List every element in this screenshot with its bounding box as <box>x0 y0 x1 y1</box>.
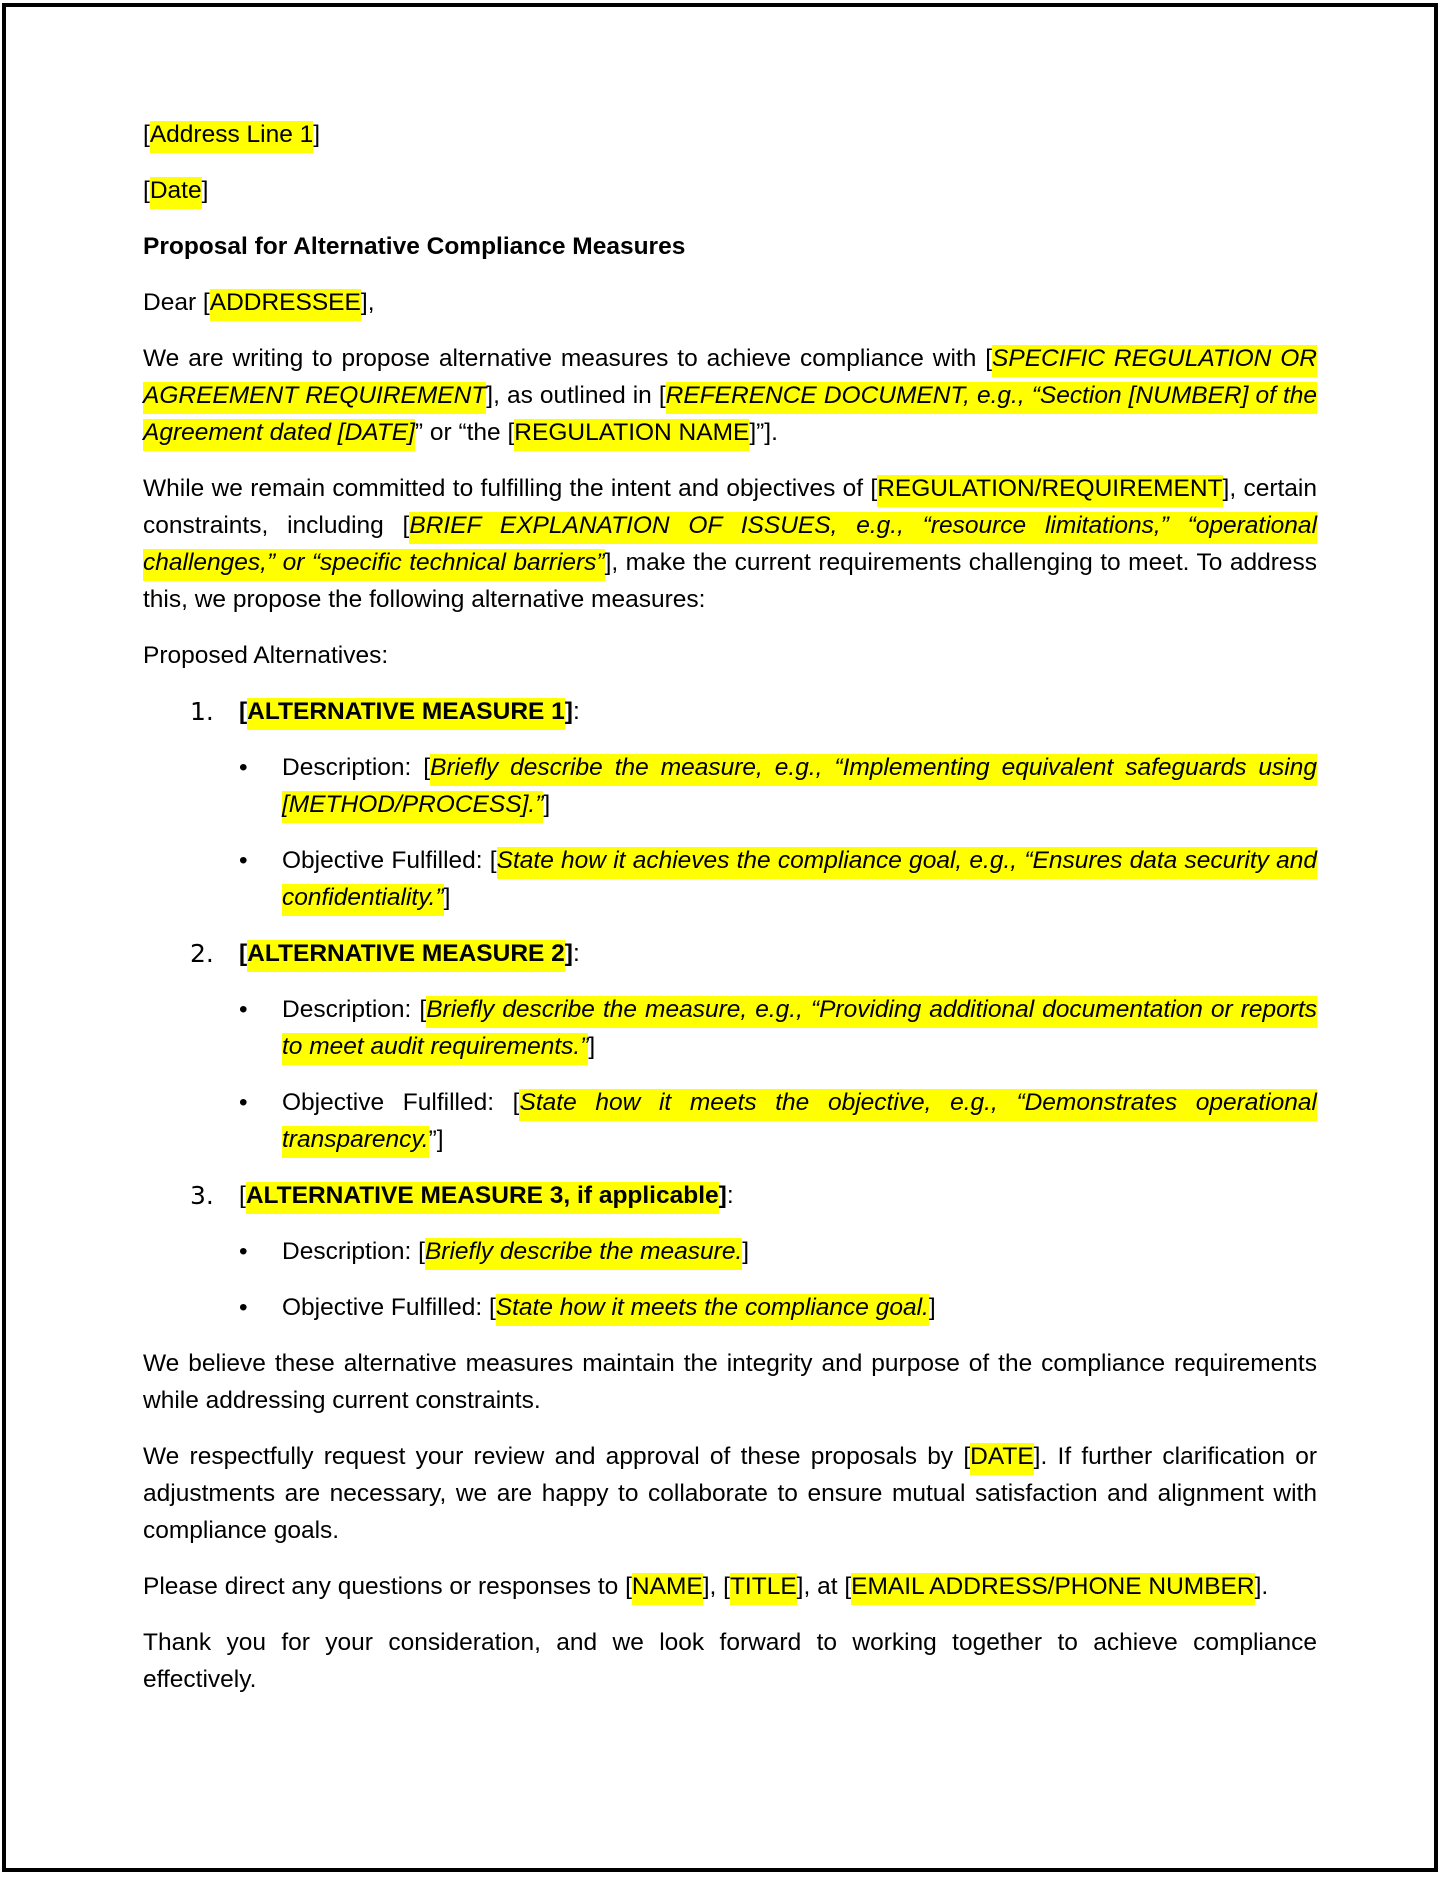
description-placeholder: Briefly describe the measure. <box>425 1238 742 1270</box>
measure-description: • Description: [Briefly describe the measure.] <box>239 1233 1317 1270</box>
reference-document-placeholder: REFERENCE DOCUMENT, e.g., “Section [NUMBER] of the Agreement dated [DATE] <box>143 382 1317 451</box>
request-paragraph: We respectfully request your review and approval of these proposals by [DATE]. If further clarification or adjustments are necessary, we are happy to collaborate to ensure mutual satisfaction and alignment with compliance goals. <box>143 1443 1317 1544</box>
letter-title: Proposal for Alternative Compliance Measures <box>143 233 686 260</box>
measure-description: • Description: [Briefly describe the measure, e.g., “Providing additional documentation or reports to meet audit requirements.”] <box>239 991 1317 1065</box>
objective-placeholder: State how it meets the objective, e.g., “Demonstrates operational transparency. <box>282 1089 1317 1158</box>
measure-details <box>239 1233 1317 1326</box>
document-page <box>2 3 1438 1872</box>
belief-paragraph: We believe these alternative measures maintain the integrity and purpose of the compliance requirements while addressing current constraints. <box>143 1350 1317 1414</box>
contact-paragraph: Please direct any questions or responses to [NAME], [TITLE], at [EMAIL ADDRESS/PHONE NUMBER]. <box>143 1568 1317 1605</box>
bullet-icon: • <box>239 754 248 781</box>
measures-list <box>143 693 1317 1326</box>
measure-details <box>239 749 1317 916</box>
measure-number: 3. <box>190 1181 214 1210</box>
description-placeholder: Briefly describe the measure, e.g., “Implementing equivalent safeguards using [METHOD/PROCESS].” <box>282 754 1317 823</box>
objective-placeholder: State how it meets the compliance goal. <box>496 1294 929 1326</box>
issues-placeholder: BRIEF EXPLANATION OF ISSUES, e.g., “resource limitations,” “operational challenges,” or “specific technical barriers” <box>143 512 1317 581</box>
measure-details <box>239 991 1317 1158</box>
salutation: Dear [ADDRESSEE], <box>143 284 1317 321</box>
addressee-placeholder: ADDRESSEE <box>210 289 361 321</box>
measure-title: ALTERNATIVE MEASURE 2 <box>247 940 565 972</box>
address-placeholder: Address Line 1 <box>150 121 313 153</box>
letter-body <box>143 116 1317 1717</box>
bullet-icon: • <box>239 1294 248 1321</box>
alternatives-heading: Proposed Alternatives: <box>143 642 389 669</box>
bullet-icon: • <box>239 847 248 874</box>
date-placeholder: Date <box>150 177 202 209</box>
closing-paragraph: Thank you for your consideration, and we look forward to working together to achieve compliance effectively. <box>143 1629 1317 1693</box>
measure-title: ALTERNATIVE MEASURE 3, if applicable <box>246 1182 719 1214</box>
measure-item: 3. [ALTERNATIVE MEASURE 3, if applicable]: • Description: [Briefly describe the measure.] • Objective Fulfilled: [State how it meets the compliance goal.] <box>143 1177 1317 1326</box>
measure-description: • Description: [Briefly describe the measure, e.g., “Implementing equivalent safeguards using [METHOD/PROCESS].”] <box>239 749 1317 823</box>
bullet-icon: • <box>239 996 248 1023</box>
deadline-placeholder: DATE <box>970 1443 1034 1475</box>
measure-objective: • Objective Fulfilled: [State how it achieves the compliance goal, e.g., “Ensures data security and confidentiality.”] <box>239 842 1317 916</box>
bullet-icon: • <box>239 1089 248 1116</box>
measure-item: 1. [ALTERNATIVE MEASURE 1]: • Description: [Briefly describe the measure, e.g., “Implementing equivalent safeguards using [METHOD/PROCESS].”] • Objective Fulfilled: [State how it achieves the compliance goal, e.g., “Ensures data security and confidentiality.”] <box>143 693 1317 916</box>
regulation-name-placeholder: REGULATION NAME <box>514 419 749 451</box>
requirement-placeholder: REGULATION/REQUIREMENT <box>877 475 1222 507</box>
objective-placeholder: State how it achieves the compliance goal, e.g., “Ensures data security and confidentiality.” <box>282 847 1317 916</box>
measure-number: 2. <box>190 939 214 968</box>
description-placeholder: Briefly describe the measure, e.g., “Providing additional documentation or reports to meet audit requirements.” <box>282 996 1317 1065</box>
contact-info-placeholder: EMAIL ADDRESS/PHONE NUMBER <box>851 1573 1254 1605</box>
regulation-placeholder: SPECIFIC REGULATION OR AGREEMENT REQUIREMENT <box>143 345 1317 414</box>
constraints-paragraph: While we remain committed to fulfilling the intent and objectives of [REGULATION/REQUIREMENT], certain constraints, including [BRIEF EXPLANATION OF ISSUES, e.g., “resource limitations,” “operational challenges,” or “specific technical barriers”], make the current requirements challenging to meet. To address this, we propose the following alternative measures: <box>143 475 1318 613</box>
date-line: [Date] <box>143 172 1317 209</box>
name-placeholder: NAME <box>632 1573 703 1605</box>
title-placeholder: TITLE <box>730 1573 797 1605</box>
measure-objective: • Objective Fulfilled: [State how it meets the objective, e.g., “Demonstrates operational transparency.”] <box>239 1084 1317 1158</box>
measure-title: ALTERNATIVE MEASURE 1 <box>247 698 565 730</box>
measure-item: 2. [ALTERNATIVE MEASURE 2]: • Description: [Briefly describe the measure, e.g., “Providing additional documentation or reports to meet audit requirements.”] • Objective Fulfilled: [State how it meets the objective, e.g., “Demonstrates operational transparency.”] <box>143 935 1317 1158</box>
intro-paragraph: We are writing to propose alternative measures to achieve compliance with [SPECIFIC REGULATION OR AGREEMENT REQUIREMENT], as outlined in [REFERENCE DOCUMENT, e.g., “Section [NUMBER] of the Agreement dated [DATE]” or “the [REGULATION NAME]”]. <box>143 340 1317 451</box>
measure-number: 1. <box>190 697 214 726</box>
bullet-icon: • <box>239 1238 248 1265</box>
measure-objective: • Objective Fulfilled: [State how it meets the compliance goal.] <box>239 1289 1317 1326</box>
address-line: [Address Line 1] <box>143 116 1317 153</box>
